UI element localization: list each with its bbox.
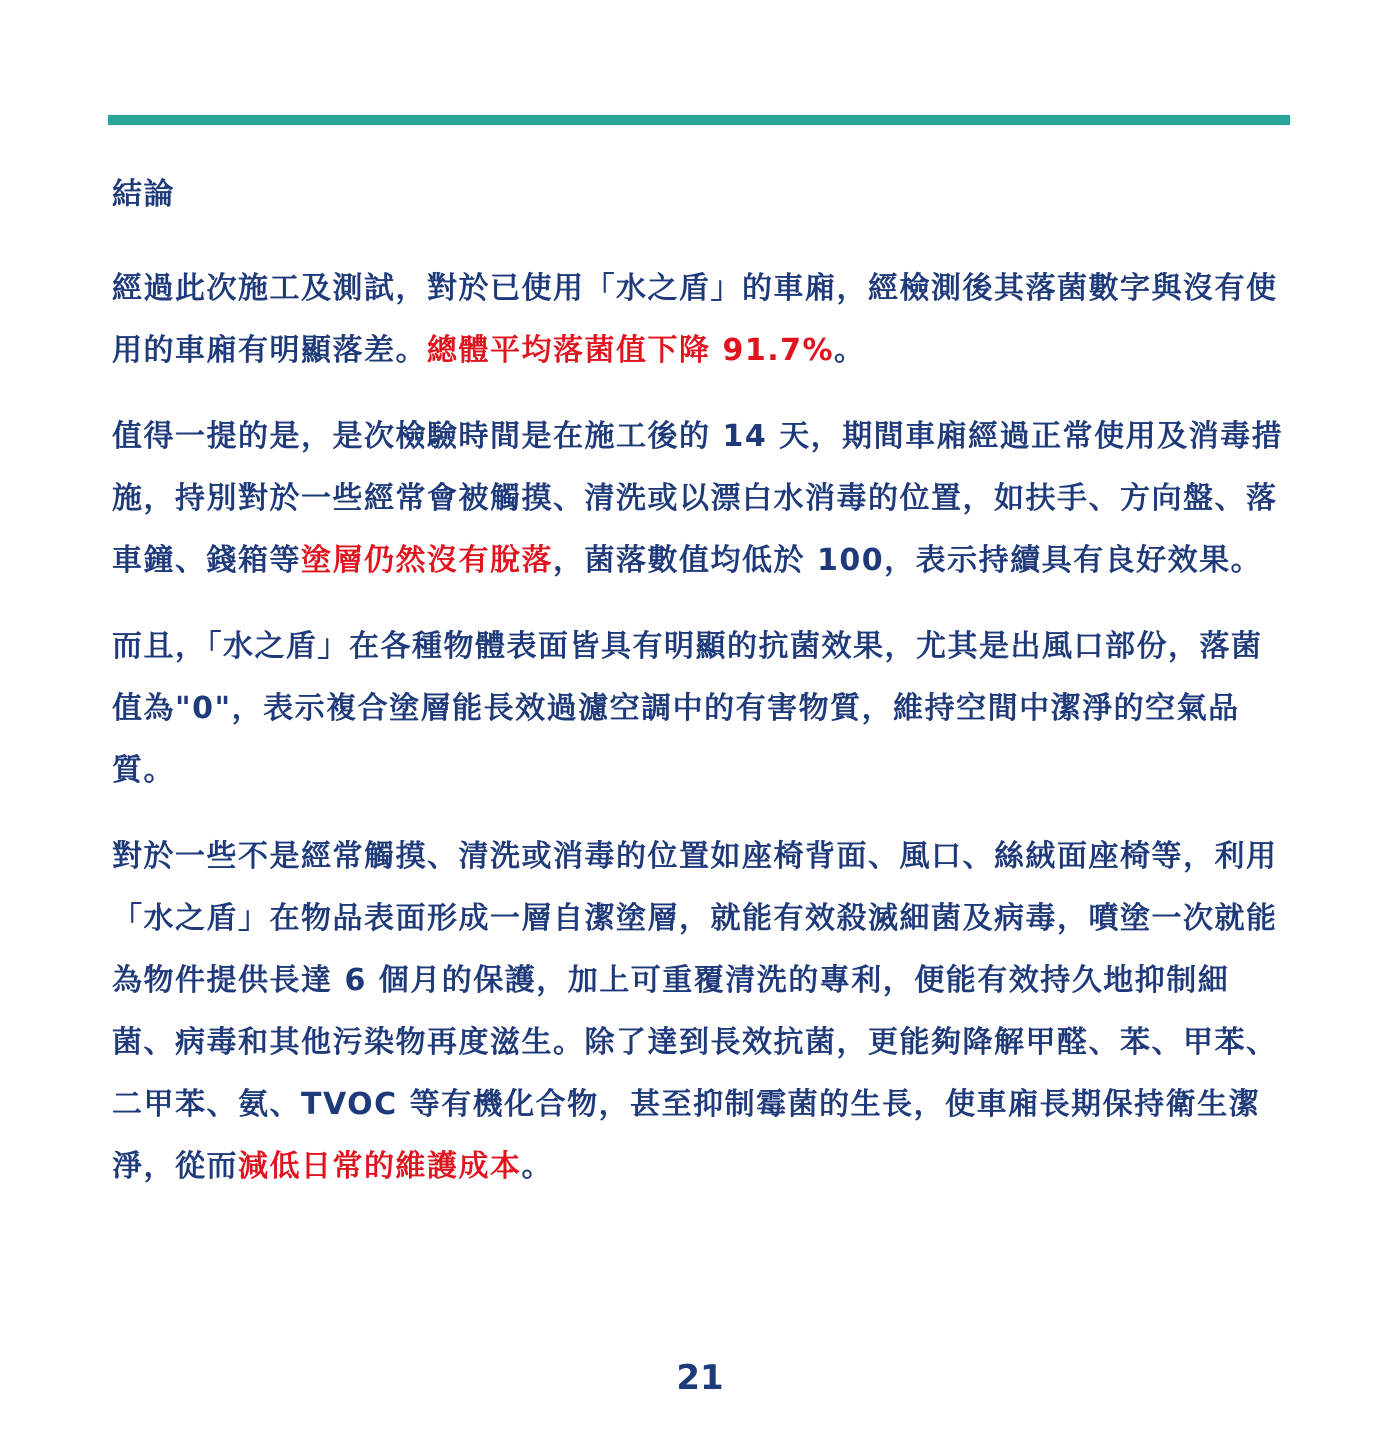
- paragraph-2-text: 值得一提的是，是次檢驗時間是在施工後的 14 天，期間車廂經過正常使用及消毒措施，持別對於一些經常會被觸摸、清洗或以漂白水消毒的位置，如扶手、方向盤、落車鐘、錢箱等: [112, 419, 1284, 578]
- paragraph-3: [112, 616, 1290, 802]
- paragraph-1-text: 經過此次施工及測試，對於已使用「水之盾」的車廂，經檢測後其落菌數字與沒有使用的車廂有明顯落差。: [112, 271, 1278, 368]
- paragraph-1-highlight: 總體平均落菌值下降 91.7%: [427, 333, 835, 368]
- document-body: [112, 172, 1290, 1222]
- paragraph-4-highlight: 減低日常的維護成本: [238, 1149, 522, 1184]
- paragraph-4-text: 對於一些不是經常觸摸、清洗或消毒的位置如座椅背面、風口、絲絨面座椅等，利用「水之盾」在物品表面形成一層自潔塗層，就能有效殺滅細菌及病毒，噴塗一次就能為物件提供長達 6 個月的保護，加上可重覆清洗的專利，便能有效持久地抑制細菌、病毒和其他污染物再度滋生。除了達到長效抗菌，更能夠降解甲醛、苯、甲苯、二甲苯、氨、TVOC 等有機化合物，甚至抑制霉菌的生長，使車廂長期保持衛生潔淨，從而: [112, 839, 1278, 1184]
- paragraph-3-text: 而且，「水之盾」在各種物體表面皆具有明顯的抗菌效果，尤其是出風口部份，落菌值為"0"，表示複合塗層能長效過濾空調中的有害物質，維持空間中潔淨的空氣品質。: [112, 629, 1263, 788]
- paragraph-2-highlight: 塗層仍然沒有脫落: [301, 543, 553, 578]
- paragraph-4-end: 。: [521, 1149, 553, 1184]
- page-number: 21: [676, 1358, 724, 1398]
- paragraph-1: [112, 258, 1290, 382]
- paragraph-2-end: ，菌落數值均低於 100，表示持續具有良好效果。: [553, 543, 1263, 578]
- paragraph-4: [112, 826, 1290, 1198]
- paragraph-1-end: 。: [834, 333, 866, 368]
- top-divider-rule: [108, 115, 1290, 125]
- section-heading: 結論: [112, 177, 175, 212]
- paragraph-2: [112, 406, 1290, 592]
